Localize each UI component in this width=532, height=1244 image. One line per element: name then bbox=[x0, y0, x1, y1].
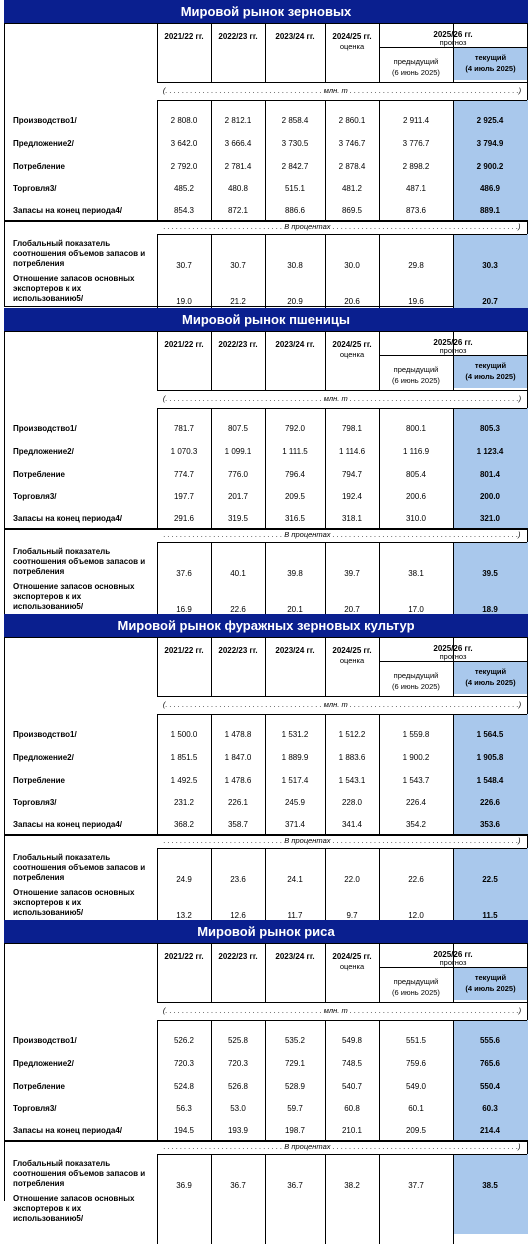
table-cell: 22.5 bbox=[482, 875, 498, 884]
table-cell: 551.5 bbox=[405, 1036, 427, 1045]
forecast-label: прогноз bbox=[439, 38, 467, 47]
forecast-label: прогноз bbox=[439, 346, 467, 355]
forecast-label: прогноз bbox=[439, 652, 467, 661]
table-cell: 800.1 bbox=[405, 424, 427, 433]
row-divider bbox=[157, 848, 527, 849]
table-cell: 550.4 bbox=[479, 1082, 501, 1091]
table-cell: 200.0 bbox=[479, 492, 501, 501]
table-cell: 226.4 bbox=[405, 798, 427, 807]
year-header: 2021/22 гг. bbox=[164, 646, 204, 655]
table-cell: 200.6 bbox=[405, 492, 427, 501]
table-cell: 226.6 bbox=[479, 798, 501, 807]
table-cell: 20.7 bbox=[482, 297, 498, 306]
table-cell: 53.0 bbox=[230, 1104, 246, 1113]
table-cell: 794.7 bbox=[341, 470, 363, 479]
previous-header: предыдущий bbox=[393, 365, 439, 374]
row-label: Производство1/ bbox=[13, 730, 77, 739]
year-header: 2022/23 гг. bbox=[218, 340, 258, 349]
current-ratio-cells bbox=[454, 1154, 528, 1234]
table-cell: 886.6 bbox=[284, 206, 306, 215]
row-label: Запасы на конец периода4/ bbox=[13, 1126, 123, 1135]
year-header: 2024/25 гг. bbox=[332, 952, 372, 961]
table-cell: 29.8 bbox=[408, 261, 424, 270]
row-label: Производство1/ bbox=[13, 116, 77, 125]
table-cell: 39.7 bbox=[344, 569, 360, 578]
table-cell: 525.8 bbox=[227, 1036, 249, 1045]
table-cell: 192.4 bbox=[341, 492, 363, 501]
table-cell: 38.1 bbox=[408, 569, 424, 578]
table-cell: 1 564.5 bbox=[476, 730, 504, 739]
row-divider bbox=[157, 1154, 527, 1155]
table-cell: 807.5 bbox=[227, 424, 249, 433]
row-label: Глобальный показатель соотношения объемов запасов и потребления bbox=[13, 853, 146, 882]
table-cell: 16.9 bbox=[176, 605, 192, 614]
table-cell: 1 548.4 bbox=[476, 776, 504, 785]
previous-date: (6 июнь 2025) bbox=[392, 376, 440, 385]
current-date: (4 июль 2025) bbox=[465, 64, 516, 73]
row-divider bbox=[157, 714, 527, 715]
table-cell: 549.0 bbox=[405, 1082, 427, 1091]
column-divider bbox=[265, 1154, 266, 1244]
table-cell: 22.6 bbox=[230, 605, 246, 614]
year-header: 2022/23 гг. bbox=[218, 646, 258, 655]
section-title: Мировой рынок фуражных зерновых культур bbox=[4, 614, 528, 637]
row-label: Торговля3/ bbox=[13, 492, 57, 501]
table-cell: 210.1 bbox=[341, 1126, 363, 1135]
table-cell: 22.6 bbox=[408, 875, 424, 884]
table-cell: 555.6 bbox=[479, 1036, 501, 1045]
year-header: 2021/22 гг. bbox=[164, 32, 204, 41]
table-cell: 1 099.1 bbox=[224, 447, 252, 456]
row-label: Запасы на конец периода4/ bbox=[13, 820, 123, 829]
table-cell: 1 559.8 bbox=[402, 730, 430, 739]
table-cell: 358.7 bbox=[227, 820, 249, 829]
table-cell: 873.6 bbox=[405, 206, 427, 215]
row-divider bbox=[157, 542, 527, 543]
table-cell: 528.9 bbox=[284, 1082, 306, 1091]
table-cell: 23.6 bbox=[230, 875, 246, 884]
table-cell: 805.4 bbox=[405, 470, 427, 479]
row-divider bbox=[157, 390, 527, 391]
table-cell: 3 730.5 bbox=[281, 139, 309, 148]
estimate-label: оценка bbox=[339, 962, 365, 971]
table-cell: 485.2 bbox=[173, 184, 195, 193]
table-cell: 198.7 bbox=[284, 1126, 306, 1135]
table-cell: 36.9 bbox=[176, 1181, 192, 1190]
row-label: Производство1/ bbox=[13, 424, 77, 433]
table-cell: 540.7 bbox=[341, 1082, 363, 1091]
table-cell: 1 543.7 bbox=[402, 776, 430, 785]
table-cell: 368.2 bbox=[173, 820, 195, 829]
table-cell: 792.0 bbox=[284, 424, 306, 433]
table-cell: 291.6 bbox=[173, 514, 195, 523]
estimate-label: оценка bbox=[339, 42, 365, 51]
table-cell: 21.2 bbox=[230, 297, 246, 306]
row-label: Потребление bbox=[13, 776, 65, 785]
table-cell: 318.1 bbox=[341, 514, 363, 523]
table-cell: 60.8 bbox=[344, 1104, 360, 1113]
row-divider bbox=[157, 696, 527, 697]
row-divider bbox=[157, 1002, 527, 1003]
year-header: 2025/26 гг. bbox=[433, 30, 473, 39]
table-cell: 2 860.1 bbox=[338, 116, 366, 125]
table-cell: 1 116.9 bbox=[402, 447, 430, 456]
table-cell: 1 847.0 bbox=[224, 753, 252, 762]
table-cell: 2 911.4 bbox=[402, 116, 430, 125]
row-label: Торговля3/ bbox=[13, 184, 57, 193]
table-cell: 12.6 bbox=[230, 911, 246, 920]
year-header: 2023/24 гг. bbox=[275, 32, 315, 41]
table-cell: 765.6 bbox=[479, 1059, 501, 1068]
row-label: Торговля3/ bbox=[13, 798, 57, 807]
table-cell: 1 111.5 bbox=[282, 447, 308, 456]
table-cell: 1 478.8 bbox=[224, 730, 252, 739]
table-cell: 729.1 bbox=[284, 1059, 306, 1068]
previous-header: предыдущий bbox=[393, 57, 439, 66]
row-divider bbox=[157, 408, 527, 409]
table-cell: 316.5 bbox=[284, 514, 306, 523]
table-cell: 2 900.2 bbox=[476, 162, 504, 171]
section-title: Мировой рынок зерновых bbox=[4, 0, 528, 23]
table-cell: 24.9 bbox=[176, 875, 192, 884]
table-cell: 30.7 bbox=[230, 261, 246, 270]
previous-date: (6 июнь 2025) bbox=[392, 682, 440, 691]
table-cell: 36.7 bbox=[287, 1181, 303, 1190]
row-label: Потребление bbox=[13, 470, 65, 479]
table-cell: 774.7 bbox=[173, 470, 195, 479]
table-cell: 2 925.4 bbox=[476, 116, 504, 125]
column-divider bbox=[379, 1154, 380, 1244]
row-label: Запасы на конец периода4/ bbox=[13, 206, 123, 215]
table-cell: 3 746.7 bbox=[338, 139, 366, 148]
units-percent: . . . . . . . . . . . . . . . . . . . . . . . . . . . . . В процентах . . . . . . . . . . . . . . . . . . . . . . . . . . . . . . . . . . . . . . . . . . . . .) bbox=[163, 530, 521, 539]
table-cell: 481.2 bbox=[341, 184, 363, 193]
year-header: 2023/24 гг. bbox=[275, 340, 315, 349]
previous-header: предыдущий bbox=[393, 977, 439, 986]
table-cell: 3 642.0 bbox=[170, 139, 198, 148]
table-cell: 310.0 bbox=[405, 514, 427, 523]
table-cell: 3 776.7 bbox=[402, 139, 430, 148]
current-date: (4 июль 2025) bbox=[465, 372, 516, 381]
table-cell: 56.3 bbox=[176, 1104, 192, 1113]
table-cell: 39.8 bbox=[287, 569, 303, 578]
table-cell: 341.4 bbox=[341, 820, 363, 829]
table-cell: 197.7 bbox=[173, 492, 195, 501]
row-divider bbox=[157, 82, 527, 83]
table-cell: 526.8 bbox=[227, 1082, 249, 1091]
table-cell: 354.2 bbox=[405, 820, 427, 829]
table-cell: 20.1 bbox=[287, 605, 303, 614]
table-cell: 1 905.8 bbox=[476, 753, 504, 762]
table-cell: 2 812.1 bbox=[224, 116, 252, 125]
table-cell: 549.8 bbox=[341, 1036, 363, 1045]
previous-date: (6 июнь 2025) bbox=[392, 988, 440, 997]
table-cell: 36.7 bbox=[230, 1181, 246, 1190]
year-header: 2024/25 гг. bbox=[332, 32, 372, 41]
units-million-tonnes: (. . . . . . . . . . . . . . . . . . . . . . . . . . . . . . . . . . . . . . млн. т . . . . . . . . . . . . . . . . . . . . . . . . . . . . . . . . . . . . . . . . .) bbox=[162, 86, 522, 95]
table-cell: 798.1 bbox=[341, 424, 363, 433]
table-cell: 20.6 bbox=[344, 297, 360, 306]
data-table bbox=[4, 943, 528, 1223]
previous-date: (6 июнь 2025) bbox=[392, 68, 440, 77]
table-cell: 720.3 bbox=[173, 1059, 195, 1068]
row-label: Предложение2/ bbox=[13, 753, 74, 762]
table-cell: 30.7 bbox=[176, 261, 192, 270]
table-cell: 781.7 bbox=[173, 424, 195, 433]
row-label: Отношение запасов основных экспортеров к их использованию5/ bbox=[13, 888, 135, 917]
estimate-label: оценка bbox=[339, 656, 365, 665]
year-header: 2025/26 гг. bbox=[433, 338, 473, 347]
table-cell: 13.2 bbox=[176, 911, 192, 920]
year-header: 2023/24 гг. bbox=[275, 646, 315, 655]
table-cell: 19.6 bbox=[408, 297, 424, 306]
year-header: 2023/24 гг. bbox=[275, 952, 315, 961]
table-cell: 39.5 bbox=[482, 569, 498, 578]
table-cell: 805.3 bbox=[479, 424, 501, 433]
column-divider bbox=[157, 1154, 158, 1244]
market-section bbox=[4, 308, 528, 613]
table-cell: 201.7 bbox=[227, 492, 249, 501]
table-cell: 854.3 bbox=[173, 206, 195, 215]
year-header: 2021/22 гг. bbox=[164, 952, 204, 961]
table-cell: 1 492.5 bbox=[170, 776, 198, 785]
year-header: 2022/23 гг. bbox=[218, 952, 258, 961]
table-cell: 3 666.4 bbox=[224, 139, 252, 148]
table-cell: 214.4 bbox=[479, 1126, 501, 1135]
table-cell: 40.1 bbox=[230, 569, 246, 578]
year-header: 2024/25 гг. bbox=[332, 340, 372, 349]
table-cell: 17.0 bbox=[408, 605, 424, 614]
table-cell: 801.4 bbox=[479, 470, 501, 479]
table-cell: 193.9 bbox=[227, 1126, 249, 1135]
table-cell: 526.2 bbox=[173, 1036, 195, 1045]
table-cell: 1 123.4 bbox=[476, 447, 504, 456]
table-cell: 20.9 bbox=[287, 297, 303, 306]
table-cell: 30.3 bbox=[482, 261, 498, 270]
row-label: Отношение запасов основных экспортеров к их использованию5/ bbox=[13, 1194, 135, 1223]
table-cell: 319.5 bbox=[227, 514, 249, 523]
row-divider bbox=[157, 1020, 527, 1021]
table-cell: 60.3 bbox=[482, 1104, 498, 1113]
table-cell: 872.1 bbox=[227, 206, 249, 215]
table-cell: 1 114.6 bbox=[338, 447, 366, 456]
table-cell: 9.7 bbox=[346, 911, 358, 920]
table-cell: 1 543.1 bbox=[338, 776, 366, 785]
table-cell: 869.5 bbox=[341, 206, 363, 215]
table-cell: 1 500.0 bbox=[170, 730, 198, 739]
units-percent: . . . . . . . . . . . . . . . . . . . . . . . . . . . . . В процентах . . . . . . . . . . . . . . . . . . . . . . . . . . . . . . . . . . . . . . . . . . . . .) bbox=[163, 222, 521, 231]
table-cell: 2 808.0 bbox=[170, 116, 198, 125]
table-cell: 245.9 bbox=[284, 798, 306, 807]
table-cell: 1 851.5 bbox=[170, 753, 198, 762]
row-divider bbox=[157, 234, 527, 235]
estimate-label: оценка bbox=[339, 350, 365, 359]
table-cell: 796.4 bbox=[284, 470, 306, 479]
table-cell: 37.7 bbox=[408, 1181, 424, 1190]
table-cell: 759.6 bbox=[405, 1059, 427, 1068]
table-cell: 60.1 bbox=[408, 1104, 424, 1113]
current-header: текущий bbox=[474, 667, 507, 676]
table-cell: 371.4 bbox=[284, 820, 306, 829]
table-cell: 30.8 bbox=[287, 261, 303, 270]
table-cell: 38.2 bbox=[344, 1181, 360, 1190]
table-cell: 22.0 bbox=[344, 875, 360, 884]
current-header: текущий bbox=[474, 53, 507, 62]
table-cell: 1 070.3 bbox=[170, 447, 198, 456]
table-cell: 2 898.2 bbox=[402, 162, 430, 171]
current-date: (4 июль 2025) bbox=[465, 984, 516, 993]
row-label: Отношение запасов основных экспортеров к их использованию5/ bbox=[13, 274, 135, 303]
table-cell: 18.9 bbox=[482, 605, 498, 614]
row-label: Потребление bbox=[13, 162, 65, 171]
row-label: Запасы на конец периода4/ bbox=[13, 514, 123, 523]
row-label: Предложение2/ bbox=[13, 1059, 74, 1068]
table-cell: 321.0 bbox=[479, 514, 501, 523]
current-date: (4 июль 2025) bbox=[465, 678, 516, 687]
table-cell: 231.2 bbox=[173, 798, 195, 807]
table-cell: 2 781.4 bbox=[224, 162, 252, 171]
market-section bbox=[4, 920, 528, 1225]
current-header: текущий bbox=[474, 361, 507, 370]
row-label: Производство1/ bbox=[13, 1036, 77, 1045]
table-cell: 11.5 bbox=[482, 911, 498, 920]
units-million-tonnes: (. . . . . . . . . . . . . . . . . . . . . . . . . . . . . . . . . . . . . . млн. т . . . . . . . . . . . . . . . . . . . . . . . . . . . . . . . . . . . . . . . . .) bbox=[162, 700, 522, 709]
table-cell: 194.5 bbox=[173, 1126, 195, 1135]
section-title: Мировой рынок риса bbox=[4, 920, 528, 943]
table-cell: 889.1 bbox=[479, 206, 501, 215]
forecast-label: прогноз bbox=[439, 958, 467, 967]
column-divider bbox=[325, 1154, 326, 1244]
table-cell: 776.0 bbox=[227, 470, 249, 479]
year-header: 2024/25 гг. bbox=[332, 646, 372, 655]
table-cell: 1 512.2 bbox=[338, 730, 366, 739]
table-cell: 38.5 bbox=[482, 1181, 498, 1190]
table-cell: 30.0 bbox=[344, 261, 360, 270]
table-cell: 1 517.4 bbox=[281, 776, 309, 785]
table-cell: 480.8 bbox=[227, 184, 249, 193]
table-cell: 209.5 bbox=[284, 492, 306, 501]
year-header: 2021/22 гг. bbox=[164, 340, 204, 349]
current-header: текущий bbox=[474, 973, 507, 982]
table-cell: 748.5 bbox=[341, 1059, 363, 1068]
data-table bbox=[4, 23, 528, 307]
table-cell: 226.1 bbox=[227, 798, 249, 807]
table-cell: 515.1 bbox=[284, 184, 306, 193]
table-cell: 1 883.6 bbox=[338, 753, 366, 762]
table-cell: 209.5 bbox=[405, 1126, 427, 1135]
table-cell: 11.7 bbox=[287, 911, 303, 920]
table-cell: 1 889.9 bbox=[281, 753, 309, 762]
table-cell: 228.0 bbox=[341, 798, 363, 807]
table-cell: 20.7 bbox=[344, 605, 360, 614]
table-cell: 353.6 bbox=[479, 820, 501, 829]
row-label: Отношение запасов основных экспортеров к их использованию5/ bbox=[13, 582, 135, 611]
previous-header: предыдущий bbox=[393, 671, 439, 680]
section-title: Мировой рынок пшеницы bbox=[4, 308, 528, 331]
table-cell: 1 900.2 bbox=[402, 753, 430, 762]
row-label: Предложение2/ bbox=[13, 447, 74, 456]
table-cell: 2 878.4 bbox=[338, 162, 366, 171]
year-header: 2022/23 гг. bbox=[218, 32, 258, 41]
table-cell: 487.1 bbox=[405, 184, 427, 193]
row-label: Глобальный показатель соотношения объемов запасов и потребления bbox=[13, 547, 146, 576]
row-label: Потребление bbox=[13, 1082, 65, 1091]
table-cell: 19.0 bbox=[176, 297, 192, 306]
units-million-tonnes: (. . . . . . . . . . . . . . . . . . . . . . . . . . . . . . . . . . . . . . млн. т . . . . . . . . . . . . . . . . . . . . . . . . . . . . . . . . . . . . . . . . .) bbox=[162, 1006, 522, 1015]
table-cell: 486.9 bbox=[479, 184, 501, 193]
table-cell: 720.3 bbox=[227, 1059, 249, 1068]
table-cell: 59.7 bbox=[287, 1104, 303, 1113]
units-million-tonnes: (. . . . . . . . . . . . . . . . . . . . . . . . . . . . . . . . . . . . . . млн. т . . . . . . . . . . . . . . . . . . . . . . . . . . . . . . . . . . . . . . . . .) bbox=[162, 394, 522, 403]
column-divider bbox=[453, 1154, 454, 1244]
table-cell: 12.0 bbox=[408, 911, 424, 920]
row-label: Предложение2/ bbox=[13, 139, 74, 148]
year-header: 2025/26 гг. bbox=[433, 644, 473, 653]
data-table bbox=[4, 331, 528, 615]
table-cell: 2 842.7 bbox=[281, 162, 309, 171]
row-label: Глобальный показатель соотношения объемов запасов и потребления bbox=[13, 239, 146, 268]
table-cell: 37.6 bbox=[176, 569, 192, 578]
table-cell: 535.2 bbox=[284, 1036, 306, 1045]
row-divider bbox=[157, 100, 527, 101]
table-cell: 24.1 bbox=[287, 875, 303, 884]
table-cell: 3 794.9 bbox=[476, 139, 504, 148]
units-percent: . . . . . . . . . . . . . . . . . . . . . . . . . . . . . В процентах . . . . . . . . . . . . . . . . . . . . . . . . . . . . . . . . . . . . . . . . . . . . .) bbox=[163, 1142, 521, 1151]
data-table bbox=[4, 637, 528, 921]
market-section bbox=[4, 614, 528, 919]
table-cell: 1 478.6 bbox=[224, 776, 252, 785]
table-cell: 524.8 bbox=[173, 1082, 195, 1091]
table-cell: 2 792.0 bbox=[170, 162, 198, 171]
column-divider bbox=[211, 1154, 212, 1244]
row-label: Торговля3/ bbox=[13, 1104, 57, 1113]
market-section bbox=[4, 0, 528, 305]
row-label: Глобальный показатель соотношения объемов запасов и потребления bbox=[13, 1159, 146, 1188]
table-cell: 1 531.2 bbox=[281, 730, 309, 739]
table-cell: 2 858.4 bbox=[281, 116, 309, 125]
year-header: 2025/26 гг. bbox=[433, 950, 473, 959]
units-percent: . . . . . . . . . . . . . . . . . . . . . . . . . . . . . В процентах . . . . . . . . . . . . . . . . . . . . . . . . . . . . . . . . . . . . . . . . . . . . .) bbox=[163, 836, 521, 845]
